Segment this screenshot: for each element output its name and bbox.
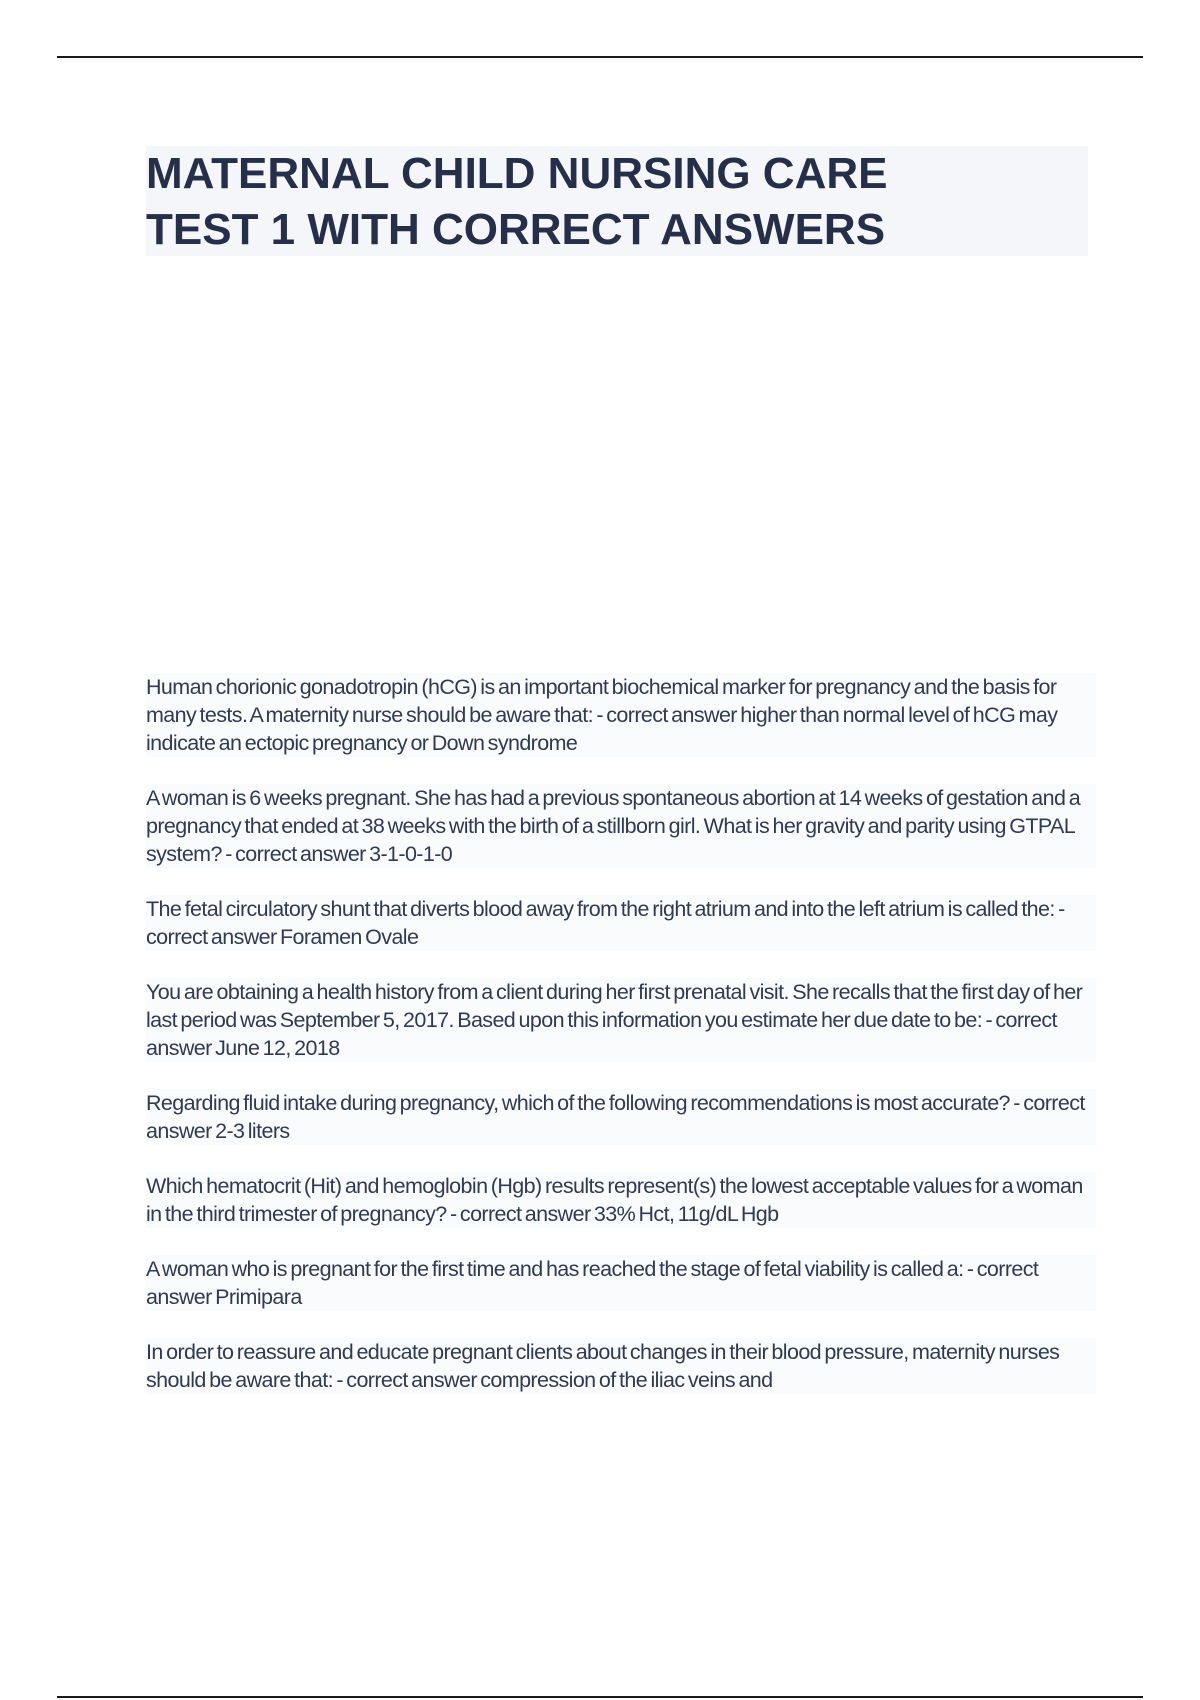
title-block	[146, 146, 1088, 256]
qa-item: Human chorionic gonadotropin (hCG) is an important biochemical marker for pregnancy and the basis for many tests. A maternity nurse should be aware that: - correct answer higher than normal level of hCG may indicate an ectopic pregnancy or Down syndrome	[146, 673, 1096, 757]
document-title	[146, 146, 1088, 258]
title-line-2: TEST 1 WITH CORRECT ANSWERS	[146, 205, 886, 254]
qa-item: A woman is 6 weeks pregnant. She has had a previous spontaneous abortion at 14 weeks of gestation and a pregnancy that ended at 38 weeks with the birth of a stillborn girl. What is her gravity and parity using GTPAL system? - correct answer 3-1-0-1-0	[146, 784, 1096, 868]
qa-item: Regarding fluid intake during pregnancy, which of the following recommendations is most accurate? - correct answer 2-3 liters	[146, 1089, 1096, 1145]
question-answer-list	[146, 673, 1096, 1421]
title-line-1: MATERNAL CHILD NURSING CARE	[146, 149, 888, 198]
qa-item: In order to reassure and educate pregnant clients about changes in their blood pressure, maternity nurses should be aware that: - correct answer compression of the iliac veins and	[146, 1338, 1096, 1394]
bottom-rule	[57, 1696, 1143, 1698]
qa-item: Which hematocrit (Hit) and hemoglobin (Hgb) results represent(s) the lowest acceptable values for a woman in the third trimester of pregnancy? - correct answer 33% Hct, 11g/dL Hgb	[146, 1172, 1096, 1228]
qa-item: The fetal circulatory shunt that diverts blood away from the right atrium and into the left atrium is called the: - correct answer Foramen Ovale	[146, 895, 1096, 951]
qa-item: You are obtaining a health history from a client during her first prenatal visit. She recalls that the first day of her last period was September 5, 2017. Based upon this information you estimate her due date to be: - correct answer June 12, 2018	[146, 978, 1096, 1062]
top-rule	[57, 56, 1143, 58]
qa-item: A woman who is pregnant for the first time and has reached the stage of fetal viability is called a: - correct answer Primipara	[146, 1255, 1096, 1311]
